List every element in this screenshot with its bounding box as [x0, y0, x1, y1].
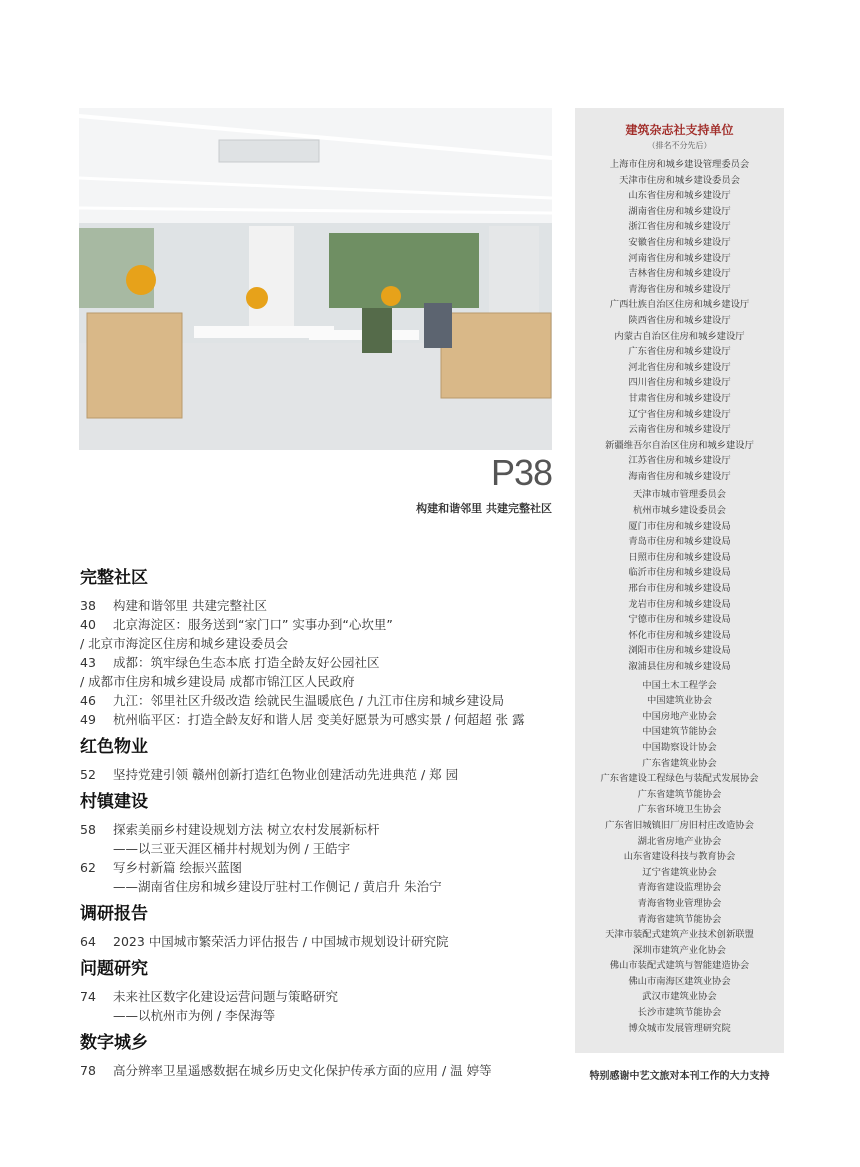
- toc-section: [80, 790, 560, 896]
- supporter-item: 广东省建设工程绿色与装配式发展协会: [600, 773, 759, 785]
- sidebar-subtitle: （排名不分先后）: [647, 141, 712, 150]
- supporter-list-bureaus: [575, 487, 784, 674]
- page-number: 49: [80, 712, 96, 727]
- article-title: 2023 中国城市繁荣活力评估报告 / 中国城市规划设计研究院: [113, 934, 449, 949]
- supporter-item: 山东省住房和城乡建设厅: [628, 190, 731, 202]
- table-of-contents: [80, 566, 560, 1086]
- supporter-item: 安徽省住房和城乡建设厅: [628, 236, 731, 248]
- section-title: 红色物业: [80, 737, 148, 757]
- supporter-item: 辽宁省住房和城乡建设厅: [628, 408, 731, 420]
- supporter-item: 溆浦县住房和城乡建设局: [628, 661, 731, 672]
- supporter-item: 青岛市住房和城乡建设局: [628, 536, 731, 548]
- supporters-sidebar: [575, 108, 784, 1053]
- supporter-item: 新疆维吾尔自治区住房和城乡建设厅: [605, 439, 754, 451]
- page-number: 40: [80, 617, 96, 632]
- supporter-item: 辽宁省建筑业协会: [642, 866, 717, 878]
- toc-entry[interactable]: [80, 765, 560, 784]
- supporter-item: 天津市城市管理委员会: [633, 489, 726, 501]
- acknowledgement: 特别感谢中艺文旅对本刊工作的大力支持: [589, 1071, 770, 1082]
- supporter-item: 浙江省住房和城乡建设厅: [628, 221, 731, 233]
- page-number: 46: [80, 693, 96, 708]
- toc-entry-continuation: / 成都市住房和城乡建设局 成都市锦江区人民政府: [80, 674, 355, 689]
- supporter-item: 四川省住房和城乡建设厅: [628, 377, 731, 389]
- section-title: 村镇建设: [80, 792, 148, 812]
- supporter-item: 广东省环境卫生协会: [637, 804, 722, 816]
- supporter-item: 天津市住房和城乡建设委员会: [619, 174, 740, 186]
- supporter-item: 江苏省住房和城乡建设厅: [628, 455, 731, 467]
- toc-entry[interactable]: [80, 596, 560, 615]
- supporter-item: 湖北省房地产业协会: [637, 835, 722, 847]
- supporter-item: 厦门市住房和城乡建设局: [628, 520, 731, 532]
- supporter-item: 山东省建设科技与教育协会: [623, 851, 736, 863]
- article-title: 写乡村新篇 绘振兴蓝图: [113, 860, 242, 875]
- toc-entry[interactable]: [80, 858, 560, 877]
- article-subtitle: ——湖南省住房和城乡建设厅驻村工作侧记 / 黄启升 朱治宁: [113, 879, 442, 894]
- toc-entry[interactable]: [80, 615, 560, 634]
- supporter-item: 海南省住房和城乡建设厅: [628, 470, 731, 482]
- article-subtitle: ——以杭州市为例 / 李保海等: [113, 1008, 276, 1023]
- supporter-item: 邢台市住房和城乡建设局: [628, 583, 731, 595]
- toc-section: [80, 902, 560, 951]
- supporter-item: 青海省住房和城乡建设厅: [628, 283, 731, 295]
- supporter-item: 武汉市建筑业协会: [642, 991, 717, 1003]
- supporter-item: 广西壮族自治区住房和城乡建设厅: [609, 299, 750, 311]
- toc-entry[interactable]: [80, 653, 560, 672]
- toc-section: [80, 957, 560, 1025]
- supporter-item: 杭州市城乡建设委员会: [633, 505, 726, 517]
- toc-entry[interactable]: [80, 710, 560, 729]
- article-title: 成都：筑牢绿色生态本底 打造全龄友好公园社区: [113, 655, 380, 670]
- toc-section: [80, 566, 560, 729]
- supporter-list-associations: [575, 678, 784, 1037]
- page-number: 74: [80, 989, 96, 1004]
- supporter-item: 陕西省住房和城乡建设厅: [628, 314, 731, 326]
- section-title: 完整社区: [80, 568, 148, 588]
- toc-entry[interactable]: [80, 1061, 560, 1080]
- supporter-item: 云南省住房和城乡建设厅: [628, 424, 731, 436]
- supporter-item: 吉林省住房和城乡建设厅: [628, 268, 731, 280]
- toc-entry[interactable]: [80, 820, 560, 839]
- sidebar-title: 建筑杂志社支持单位: [625, 123, 734, 137]
- supporter-item: 中国建筑业协会: [646, 695, 713, 707]
- article-title: 未来社区数字化建设运营问题与策略研究: [113, 989, 339, 1004]
- supporter-item: 中国勘察设计协会: [642, 741, 717, 753]
- supporter-item: 中国土木工程学会: [642, 679, 717, 691]
- supporter-item: 上海市住房和城乡建设管理委员会: [609, 159, 750, 170]
- article-title: 九江：邻里社区升级改造 绘就民生温暖底色 / 九江市住房和城乡建设局: [113, 693, 505, 708]
- article-title: 构建和谐邻里 共建完整社区: [113, 598, 267, 613]
- toc-entry[interactable]: [80, 987, 560, 1006]
- supporter-item: 广东省建筑节能协会: [637, 788, 722, 800]
- supporter-item: 怀化市住房和城乡建设局: [628, 629, 731, 641]
- page-number: 62: [80, 860, 96, 875]
- feature-page-number: P38: [490, 452, 552, 493]
- article-title: 北京海淀区：服务送到“家门口” 实事办到“心坎里”: [113, 617, 393, 632]
- supporter-item: 深圳市建筑产业化协会: [633, 944, 726, 956]
- page-number: 43: [80, 655, 96, 670]
- supporter-item: 佛山市装配式建筑与智能建造协会: [609, 960, 750, 972]
- supporter-item: 内蒙古自治区住房和城乡建设厅: [614, 330, 745, 342]
- supporter-item: 中国房地产业协会: [642, 710, 717, 722]
- article-title: 高分辨率卫星遥感数据在城乡历史文化保护传承方面的应用 / 温 婷等: [113, 1063, 492, 1078]
- article-title: 杭州临平区：打造全龄友好和谐人居 变美好愿景为可感实景 / 何超超 张 露: [113, 712, 525, 727]
- page-number: 52: [80, 767, 96, 782]
- supporter-item: 广东省建筑业协会: [642, 757, 717, 769]
- supporter-item: 龙岩市住房和城乡建设局: [628, 598, 731, 610]
- office-photo: [79, 108, 552, 450]
- article-subtitle: ——以三亚天涯区桶井村规划为例 / 王皓宇: [113, 841, 351, 856]
- supporter-item: 河南省住房和城乡建设厅: [628, 252, 731, 264]
- supporter-item: 青海省物业管理协会: [637, 897, 722, 909]
- supporter-item: 广东省旧城镇旧厂房旧村庄改造协会: [605, 819, 754, 831]
- toc-entry-continuation: / 北京市海淀区住房和城乡建设委员会: [80, 636, 289, 651]
- supporter-item: 湖南省住房和城乡建设厅: [628, 205, 731, 217]
- supporter-item: 天津市装配式建筑产业技术创新联盟: [605, 929, 754, 941]
- toc-entry[interactable]: [80, 932, 560, 951]
- supporter-item: 中国建筑节能协会: [642, 726, 717, 738]
- page-number: 58: [80, 822, 96, 837]
- office-interior-illustration: [79, 108, 552, 450]
- page-number: 38: [80, 598, 96, 613]
- supporter-item: 博众城市发展管理研究院: [628, 1022, 731, 1034]
- supporter-item: 甘肃省住房和城乡建设厅: [628, 392, 731, 404]
- section-title: 调研报告: [80, 904, 148, 924]
- toc-entry[interactable]: [80, 691, 560, 710]
- supporter-item: 广东省住房和城乡建设厅: [628, 346, 731, 358]
- supporter-list-departments: [575, 157, 784, 484]
- supporter-item: 宁德市住房和城乡建设局: [628, 614, 731, 626]
- supporter-item: 日照市住房和城乡建设局: [628, 551, 731, 563]
- page-number: 78: [80, 1063, 96, 1078]
- feature-caption: 构建和谐邻里 共建完整社区: [416, 502, 552, 515]
- supporter-item: 佛山市南海区建筑业协会: [628, 975, 731, 987]
- supporter-item: 临沂市住房和城乡建设局: [628, 567, 731, 579]
- supporter-item: 长沙市建筑节能协会: [637, 1007, 722, 1019]
- article-title: 坚持党建引领 赣州创新打造红色物业创建活动先进典范 / 郑 园: [113, 767, 459, 782]
- supporter-item: 青海省建筑节能协会: [637, 913, 722, 925]
- page-number: 64: [80, 934, 96, 949]
- article-title: 探索美丽乡村建设规划方法 树立农村发展新标杆: [113, 822, 380, 837]
- toc-section: [80, 1031, 560, 1080]
- supporter-item: 浏阳市住房和城乡建设局: [628, 645, 731, 657]
- supporter-item: 青海省建设监理协会: [637, 882, 722, 894]
- supporter-item: 河北省住房和城乡建设厅: [628, 361, 731, 373]
- toc-section: [80, 735, 560, 784]
- section-title: 问题研究: [80, 959, 148, 979]
- section-title: 数字城乡: [80, 1033, 148, 1053]
